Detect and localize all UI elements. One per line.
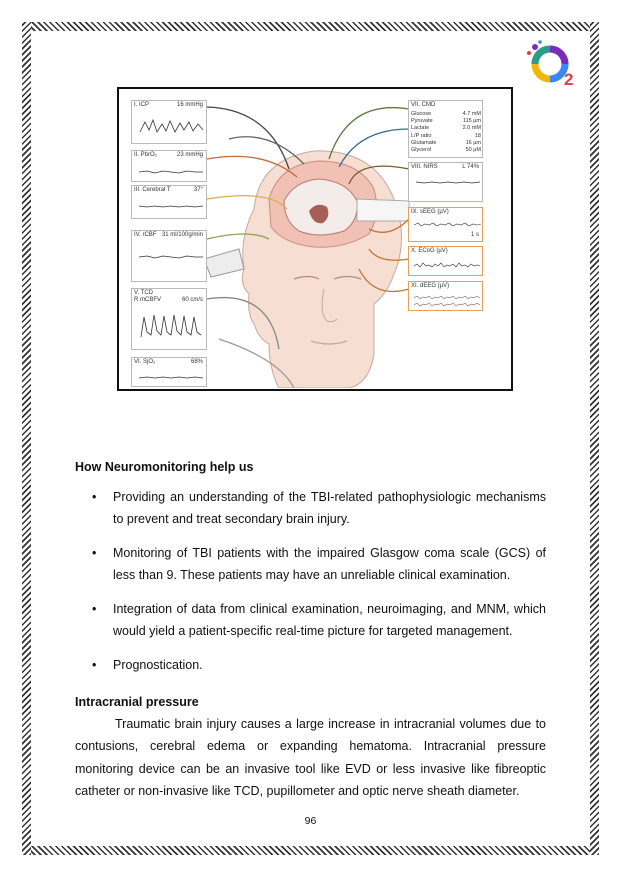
- tcd-waveform: [135, 307, 205, 347]
- deeg-title: XI. dEEG (µV): [411, 283, 450, 289]
- tcd-value: 60 cm/s: [181, 297, 203, 303]
- seeg-trace: [412, 218, 482, 232]
- seeg-panel: [408, 207, 483, 242]
- cmd-table: [411, 111, 481, 154]
- list-item-text: Providing an understanding of the TBI-related pathophysiologic mechanisms to prevent and treat secondary brain injury.: [113, 490, 546, 526]
- list-item: [75, 654, 546, 676]
- page-number: 96: [304, 815, 317, 827]
- tcd-subtitle: R mCBFV: [134, 297, 161, 303]
- cmd-row: Glycerol 50 µM: [411, 147, 481, 154]
- bullet-icon: •: [92, 658, 97, 672]
- icp-panel: [131, 100, 207, 144]
- rcbf-trace: [135, 243, 205, 279]
- rcbf-value: 31 ml/100g/min: [161, 232, 203, 238]
- nirs-title: VIII. NIRS: [411, 164, 438, 170]
- sjo2-title: VI. SjO₂: [134, 359, 156, 365]
- cerebral-temp-trace: [135, 197, 205, 217]
- icp-title: I. ICP: [134, 102, 150, 108]
- cmd-row: L/P ratio 18: [411, 132, 481, 139]
- icp-waveform: [135, 112, 205, 140]
- nirs-value: L 74%: [462, 164, 479, 170]
- cmd-row: Lactate 2.0 mM: [411, 125, 481, 132]
- bullet-icon: •: [92, 490, 97, 504]
- list-item: [75, 598, 546, 642]
- bullet-icon: •: [92, 546, 97, 560]
- nirs-trace: [412, 174, 482, 198]
- section-title-neuromonitoring: How Neuromonitoring help us: [75, 460, 254, 474]
- section-title-icp: Intracranial pressure: [75, 695, 199, 709]
- cmd-row: Glucose 4.7 mM: [411, 111, 481, 117]
- sjo2-trace: [135, 369, 205, 385]
- benefits-list: [75, 486, 546, 676]
- bullet-icon: •: [92, 602, 97, 616]
- svg-text:2: 2: [564, 70, 574, 88]
- seeg-scale: 1 s: [470, 232, 479, 238]
- tcd-panel: [131, 288, 207, 350]
- pbro2-title: II. PbrO₂: [134, 152, 158, 158]
- cmd-title: VII. CMD: [411, 102, 436, 108]
- border-right: [590, 22, 599, 855]
- list-item-text: Prognostication.: [113, 658, 203, 672]
- ecog-panel: [408, 246, 483, 276]
- sjo2-panel: [131, 357, 207, 387]
- cerebral-temp-panel: [131, 185, 207, 219]
- pbro2-trace: [135, 162, 205, 180]
- cerebral-temp-title: III. Cerebral T: [134, 187, 171, 193]
- tcd-title: V. TCD: [134, 290, 154, 296]
- cmd-row: Pyruvate 115 µm: [411, 118, 481, 125]
- border-bottom: [22, 846, 599, 855]
- deeg-panel: [408, 281, 483, 311]
- nirs-panel: [408, 162, 483, 202]
- icp-paragraph: Traumatic brain injury causes a large increase in intracranial volumes due to contusions, cerebral edema or expanding hematoma. Intracranial pressure monitoring device can be an invasive tool like EVD or less invasive like fibreoptic catheter or non-invasive like TCD, pupillometer and optic nerve sheath diameter.: [75, 717, 546, 799]
- list-item: [75, 486, 546, 530]
- deeg-trace: [412, 292, 482, 310]
- pbro2-panel: [131, 150, 207, 182]
- list-item: [75, 542, 546, 586]
- cmd-panel: [408, 100, 483, 158]
- border-left: [22, 22, 31, 855]
- seeg-title: IX. sEEG (µV): [411, 209, 449, 215]
- border-top: [22, 22, 599, 31]
- sjo2-value: 68%: [190, 359, 203, 365]
- ecog-trace: [412, 258, 482, 274]
- o2-logo-icon: [524, 38, 580, 88]
- ecog-title: X. ECoG (µV): [411, 248, 448, 254]
- rcbf-panel: [131, 230, 207, 282]
- list-item-text: Monitoring of TBI patients with the impaired Glasgow coma scale (GCS) of less than 9. These patients may have an unreliable clinical examination.: [113, 546, 546, 582]
- cerebral-temp-value: 37°: [193, 187, 203, 193]
- neuromonitoring-figure: [117, 87, 513, 391]
- list-item-text: Integration of data from clinical examination, neuroimaging, and MNM, which would yield a patient-specific real-time picture for targeted management.: [113, 602, 546, 638]
- icp-value: 16 mmHg: [176, 102, 203, 108]
- pbro2-value: 23 mmHg: [176, 152, 203, 158]
- cmd-row: Glutamate 16 µm: [411, 139, 481, 146]
- rcbf-title: IV. rCBF: [134, 232, 157, 238]
